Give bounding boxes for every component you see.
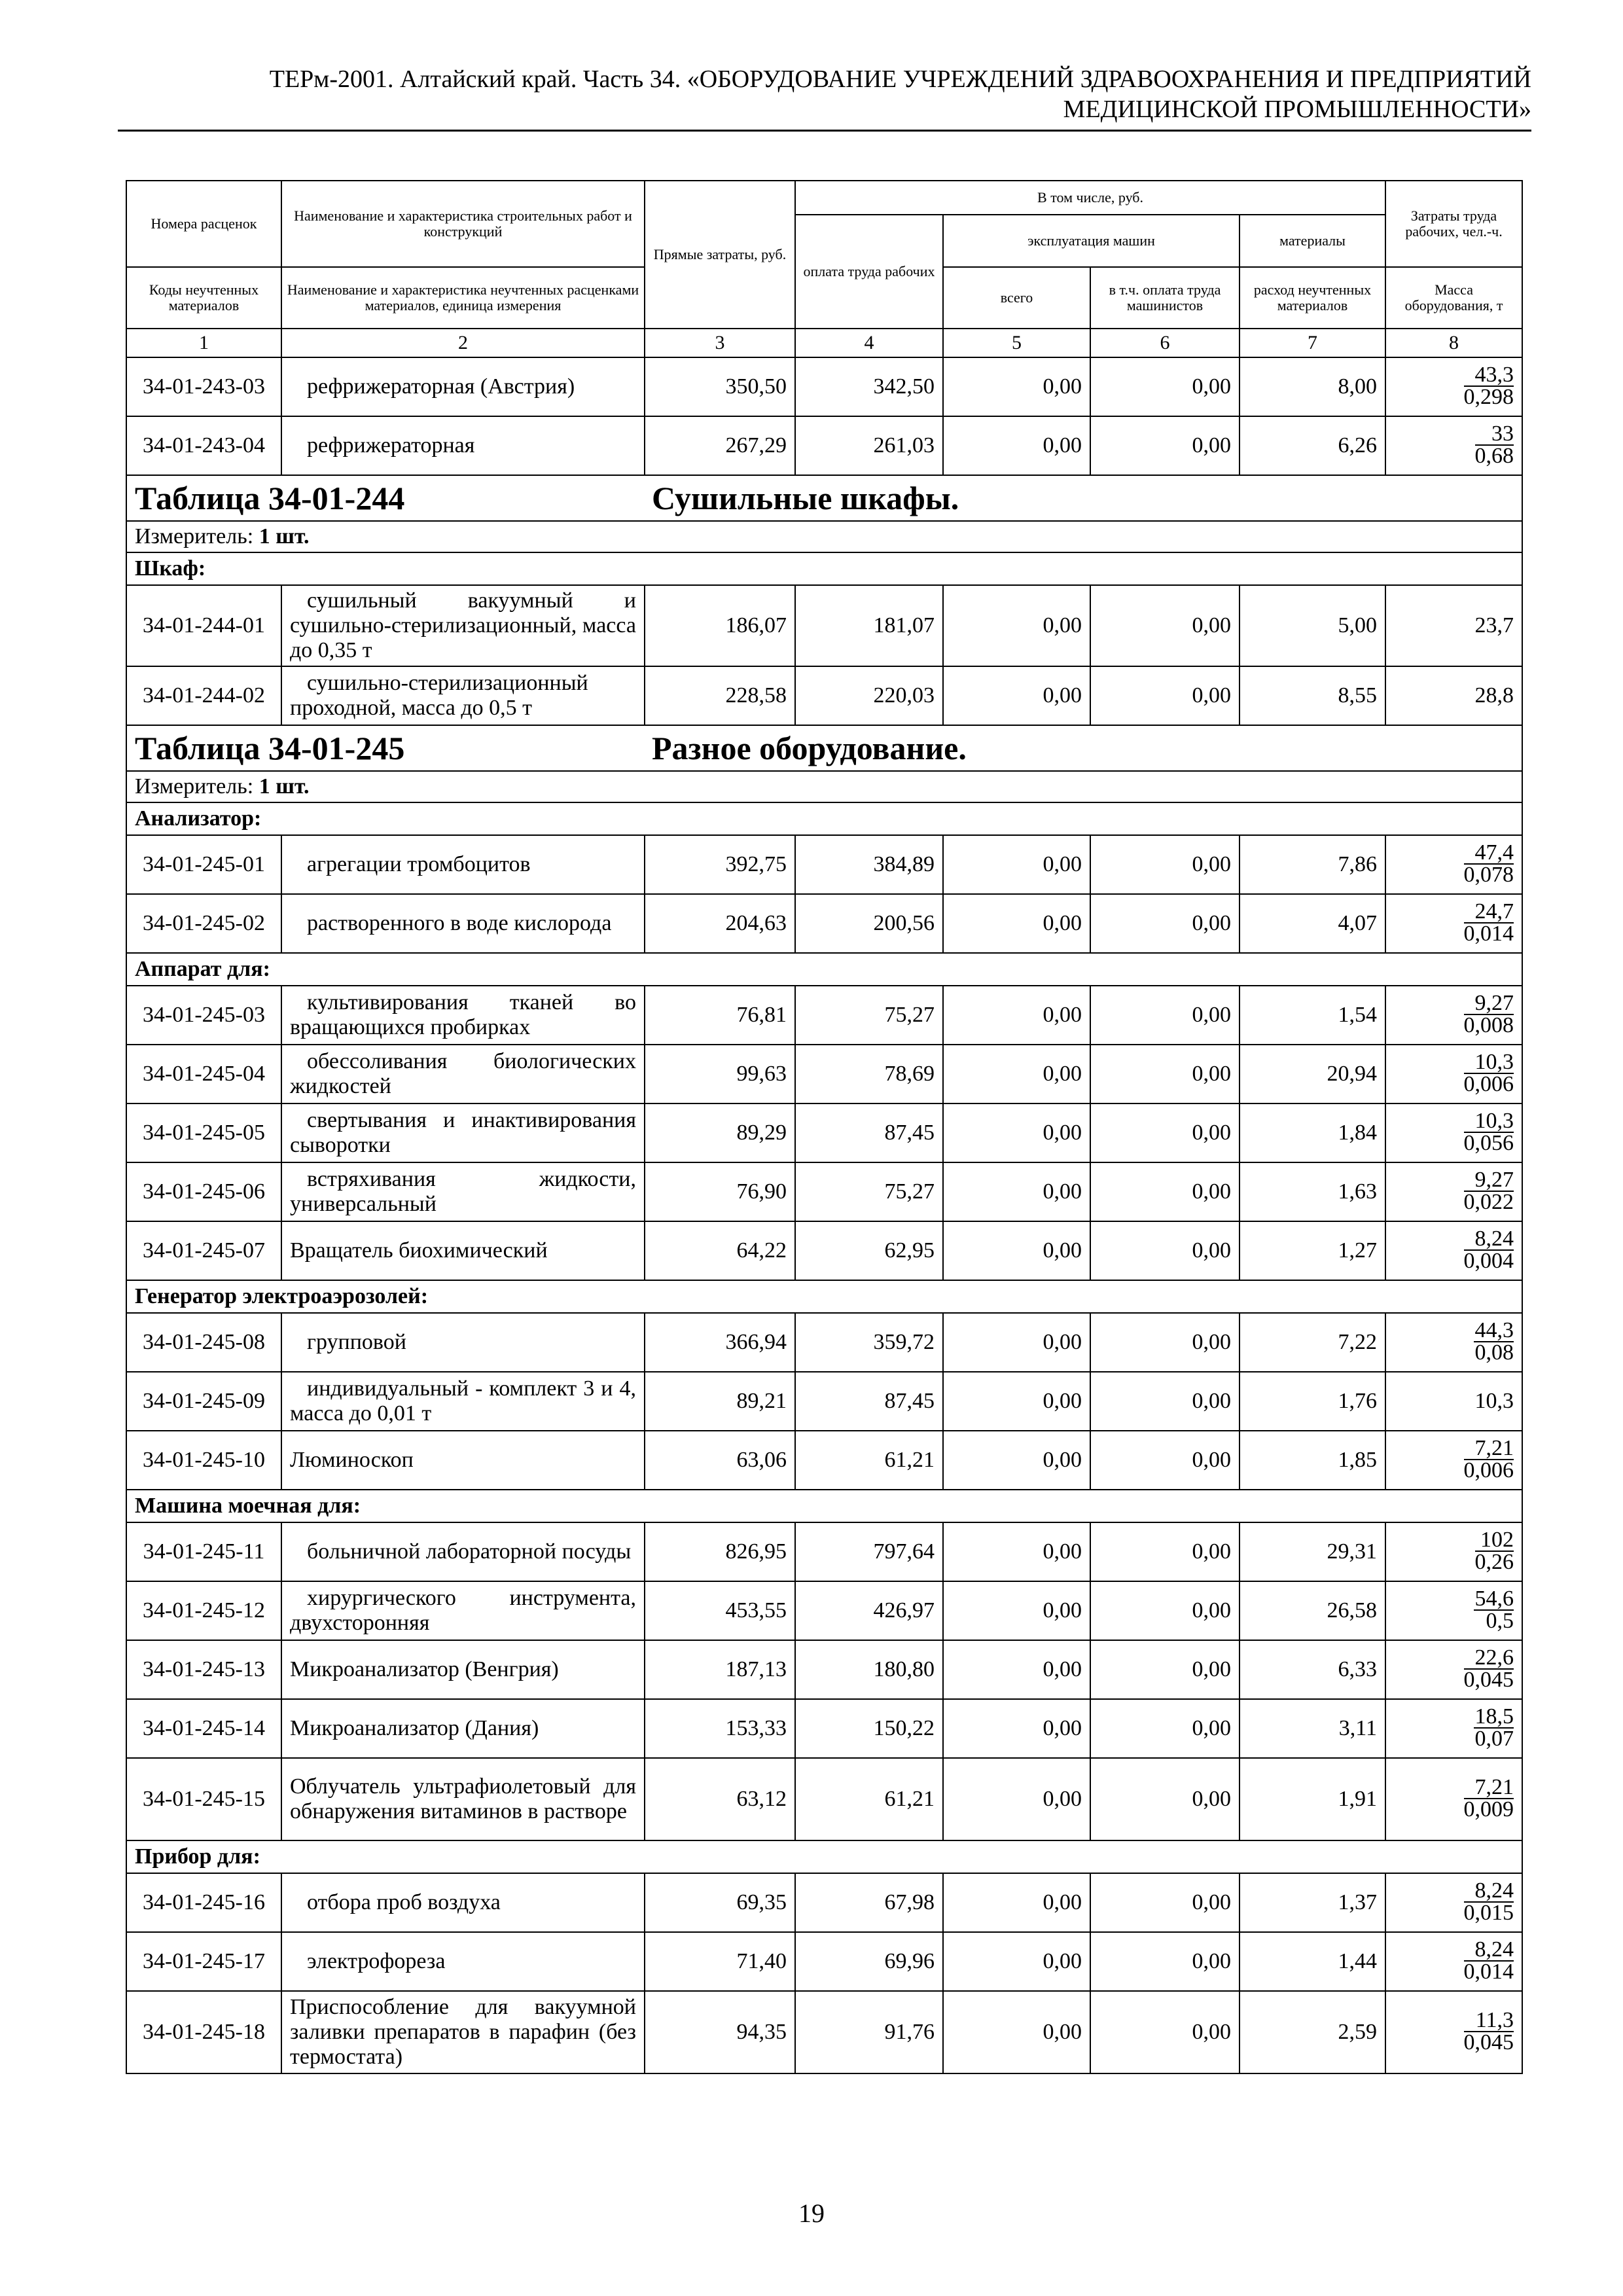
table-row — [126, 1045, 1522, 1103]
direct-cost: 453,55 — [645, 1581, 795, 1640]
machines-wages: 0,00 — [1090, 1431, 1240, 1490]
labor-mass — [1385, 1932, 1522, 1991]
wages: 384,89 — [795, 835, 943, 894]
machines-wages: 0,00 — [1090, 1045, 1240, 1103]
machines-total: 0,00 — [943, 1991, 1090, 2073]
rate-name: сушильно-стерилизационный проходной, масса до 0,5 т — [281, 666, 645, 725]
wages: 342,50 — [795, 357, 943, 416]
materials: 6,26 — [1240, 416, 1385, 475]
col-header-direct: Прямые затраты, руб. — [645, 181, 795, 329]
machines-total: 0,00 — [943, 1162, 1090, 1221]
labor-mass — [1385, 1162, 1522, 1221]
machines-wages: 0,00 — [1090, 1581, 1240, 1640]
wages: 261,03 — [795, 416, 943, 475]
machines-total: 0,00 — [943, 1758, 1090, 1840]
labor-mass — [1385, 1991, 1522, 2073]
header-line-1: ТЕРм-2001. Алтайский край. Часть 34. «ОБОРУДОВАНИЕ УЧРЕЖДЕНИЙ ЗДРАВООХРАНЕНИЯ И ПРЕДПРИЯТИЙ — [269, 65, 1531, 93]
col-header-wages: оплата труда рабочих — [795, 215, 943, 329]
labor-mass — [1385, 894, 1522, 953]
mass-value: 0,008 — [1463, 1013, 1514, 1037]
col-number: 3 — [645, 329, 795, 357]
wages: 181,07 — [795, 585, 943, 666]
mass-value: 0,26 — [1474, 1549, 1514, 1574]
rate-name: растворенного в воде кислорода — [281, 894, 645, 953]
table-row — [126, 1932, 1522, 1991]
labor-value: 11,3 — [1464, 2010, 1514, 2032]
labor-value: 9,27 — [1464, 1170, 1514, 1192]
machines-wages: 0,00 — [1090, 1221, 1240, 1280]
mass-value: 0,07 — [1474, 1726, 1514, 1751]
mass-value: 0,006 — [1463, 1071, 1514, 1096]
wages: 67,98 — [795, 1873, 943, 1932]
machines-total: 0,00 — [943, 1431, 1090, 1490]
labor-value: 18,5 — [1474, 1704, 1514, 1729]
labor-mass — [1385, 1699, 1522, 1758]
mass-value: 0,014 — [1463, 1959, 1514, 1984]
direct-cost: 366,94 — [645, 1313, 795, 1372]
rates-table — [126, 180, 1523, 2074]
rate-name: отбора проб воздуха — [281, 1873, 645, 1932]
labor-value: 102 — [1475, 1530, 1514, 1552]
col-number: 1 — [126, 329, 281, 357]
table-row — [126, 585, 1522, 666]
materials: 1,27 — [1240, 1221, 1385, 1280]
machines-total: 0,00 — [943, 585, 1090, 666]
direct-cost: 826,95 — [645, 1522, 795, 1581]
rate-code: 34-01-245-05 — [126, 1103, 281, 1162]
col-header-machines-total: всего — [943, 267, 1090, 329]
labor-value: 8,24 — [1464, 1939, 1514, 1962]
mass-value: 0,056 — [1463, 1130, 1514, 1155]
section-row — [126, 552, 1522, 585]
wages: 61,21 — [795, 1431, 943, 1490]
machines-total: 0,00 — [943, 1103, 1090, 1162]
rate-name: Вращатель биохимический — [281, 1221, 645, 1280]
wages: 220,03 — [795, 666, 943, 725]
direct-cost: 76,81 — [645, 986, 795, 1045]
rate-name: индивидуальный - комплект 3 и 4, масса до 0,01 т — [281, 1372, 645, 1431]
materials: 7,86 — [1240, 835, 1385, 894]
labor-value: 8,24 — [1464, 1229, 1514, 1251]
table-245-meter — [126, 771, 1522, 802]
table-header — [126, 181, 1522, 357]
mass-value: 0,5 — [1486, 1608, 1514, 1633]
rate-code: 34-01-245-11 — [126, 1522, 281, 1581]
table-row — [126, 1873, 1522, 1932]
materials: 5,00 — [1240, 585, 1385, 666]
direct-cost: 153,33 — [645, 1699, 795, 1758]
rate-name: электрофореза — [281, 1932, 645, 1991]
rate-name: культивирования тканей во вращающихся пробирках — [281, 986, 645, 1045]
rate-name: Люминоскоп — [281, 1431, 645, 1490]
machines-wages: 0,00 — [1090, 585, 1240, 666]
direct-cost: 350,50 — [645, 357, 795, 416]
table-row — [126, 835, 1522, 894]
labor-mass — [1385, 1581, 1522, 1640]
labor-mass — [1385, 1640, 1522, 1699]
col-number: 5 — [943, 329, 1090, 357]
mass-value: 0,045 — [1463, 1667, 1514, 1692]
mass-value: 0,045 — [1463, 2030, 1514, 2054]
labor-value: 10,3 — [1385, 1372, 1522, 1431]
machines-wages: 0,00 — [1090, 1699, 1240, 1758]
table-245-title: Разное оборудование. — [652, 730, 967, 766]
table-row — [126, 1640, 1522, 1699]
labor-value: 33 — [1475, 423, 1514, 446]
machines-wages: 0,00 — [1090, 1758, 1240, 1840]
labor-mass — [1385, 1758, 1522, 1840]
rate-name: больничной лабораторной посуды — [281, 1522, 645, 1581]
labor-value: 44,3 — [1474, 1318, 1514, 1342]
section-title: Шкаф: — [126, 552, 1522, 585]
rate-name: рефрижераторная — [281, 416, 645, 475]
col-header-name: Наименование и характеристика строительных работ и конструкций — [281, 181, 645, 267]
machines-wages: 0,00 — [1090, 357, 1240, 416]
rate-code: 34-01-245-06 — [126, 1162, 281, 1221]
rate-name: агрегации тромбоцитов — [281, 835, 645, 894]
direct-cost: 69,35 — [645, 1873, 795, 1932]
labor-value: 7,21 — [1464, 1777, 1514, 1799]
labor-mass — [1385, 416, 1522, 475]
rate-name: Облучатель ультрафиолетовый для обнаружения витаминов в растворе — [281, 1758, 645, 1840]
rate-code: 34-01-245-10 — [126, 1431, 281, 1490]
machines-total: 0,00 — [943, 1372, 1090, 1431]
table-245-number: Таблица 34-01-245 — [135, 730, 405, 766]
materials: 8,55 — [1240, 666, 1385, 725]
wages: 61,21 — [795, 1758, 943, 1840]
table-row — [126, 416, 1522, 475]
machines-total: 0,00 — [943, 416, 1090, 475]
direct-cost: 187,13 — [645, 1640, 795, 1699]
col-number: 7 — [1240, 329, 1385, 357]
labor-value: 10,3 — [1464, 1052, 1514, 1074]
direct-cost: 267,29 — [645, 416, 795, 475]
rate-code: 34-01-245-03 — [126, 986, 281, 1045]
rate-code: 34-01-244-02 — [126, 666, 281, 725]
labor-value: 47,4 — [1464, 842, 1514, 865]
machines-total: 0,00 — [943, 1045, 1090, 1103]
rate-code: 34-01-245-17 — [126, 1932, 281, 1991]
machines-wages: 0,00 — [1090, 1991, 1240, 2073]
page-number: 19 — [798, 2198, 825, 2228]
materials: 3,11 — [1240, 1699, 1385, 1758]
materials: 1,85 — [1240, 1431, 1385, 1490]
col-number: 8 — [1385, 329, 1522, 357]
labor-value: 7,21 — [1464, 1438, 1514, 1460]
labor-value: 9,27 — [1464, 993, 1514, 1015]
labor-mass — [1385, 1313, 1522, 1372]
rate-code: 34-01-245-07 — [126, 1221, 281, 1280]
meter-value: 1 шт. — [259, 774, 310, 798]
machines-total: 0,00 — [943, 835, 1090, 894]
rate-name: рефрижераторная (Австрия) — [281, 357, 645, 416]
rate-name: Микроанализатор (Венгрия) — [281, 1640, 645, 1699]
col-header-codes: Номера расценок — [126, 181, 281, 267]
table-row — [126, 1313, 1522, 1372]
labor-mass — [1385, 1431, 1522, 1490]
machines-total: 0,00 — [943, 1640, 1090, 1699]
machines-total: 0,00 — [943, 986, 1090, 1045]
machines-total: 0,00 — [943, 357, 1090, 416]
labor-mass — [1385, 357, 1522, 416]
labor-value: 8,24 — [1464, 1880, 1514, 1903]
materials: 29,31 — [1240, 1522, 1385, 1581]
table-244-title-row — [126, 475, 1522, 521]
rate-code: 34-01-245-04 — [126, 1045, 281, 1103]
section-title: Аппарат для: — [126, 953, 1522, 986]
machines-total: 0,00 — [943, 894, 1090, 953]
table-row — [126, 1991, 1522, 2073]
wages: 69,96 — [795, 1932, 943, 1991]
labor-value: 23,7 — [1385, 585, 1522, 666]
rate-code: 34-01-245-12 — [126, 1581, 281, 1640]
direct-cost: 64,22 — [645, 1221, 795, 1280]
col-header-labor: Затраты труда рабочих, чел.-ч. — [1385, 181, 1522, 267]
rate-code: 34-01-244-01 — [126, 585, 281, 666]
rate-code: 34-01-243-03 — [126, 357, 281, 416]
direct-cost: 63,12 — [645, 1758, 795, 1840]
materials: 2,59 — [1240, 1991, 1385, 2073]
labor-mass — [1385, 986, 1522, 1045]
wages: 91,76 — [795, 1991, 943, 2073]
direct-cost: 204,63 — [645, 894, 795, 953]
mass-value: 0,014 — [1463, 921, 1514, 946]
rate-code: 34-01-245-18 — [126, 1991, 281, 2073]
col-header-materials: материалы — [1240, 215, 1385, 267]
col-header-machines-wages: в т.ч. оплата труда машинистов — [1090, 267, 1240, 329]
mass-value: 0,006 — [1463, 1458, 1514, 1482]
col-header-incl: В том числе, руб. — [795, 181, 1385, 215]
rate-code: 34-01-245-16 — [126, 1873, 281, 1932]
wages: 87,45 — [795, 1103, 943, 1162]
page-header — [118, 64, 1531, 124]
header-rule — [118, 130, 1531, 132]
wages: 180,80 — [795, 1640, 943, 1699]
section-row — [126, 1840, 1522, 1873]
materials: 20,94 — [1240, 1045, 1385, 1103]
labor-value: 54,6 — [1474, 1586, 1514, 1611]
materials: 1,54 — [1240, 986, 1385, 1045]
direct-cost: 186,07 — [645, 585, 795, 666]
mass-value: 0,009 — [1463, 1797, 1514, 1821]
direct-cost: 63,06 — [645, 1431, 795, 1490]
wages: 87,45 — [795, 1372, 943, 1431]
labor-mass — [1385, 1873, 1522, 1932]
table-row — [126, 357, 1522, 416]
machines-wages: 0,00 — [1090, 894, 1240, 953]
materials: 1,37 — [1240, 1873, 1385, 1932]
labor-value: 43,3 — [1464, 365, 1514, 387]
labor-mass — [1385, 1522, 1522, 1581]
table-row — [126, 894, 1522, 953]
labor-mass — [1385, 835, 1522, 894]
direct-cost: 89,21 — [645, 1372, 795, 1431]
wages: 426,97 — [795, 1581, 943, 1640]
machines-wages: 0,00 — [1090, 416, 1240, 475]
meter-label: Измеритель: — [135, 774, 254, 798]
wages: 75,27 — [795, 1162, 943, 1221]
machines-wages: 0,00 — [1090, 666, 1240, 725]
machines-total: 0,00 — [943, 1699, 1090, 1758]
materials: 26,58 — [1240, 1581, 1385, 1640]
machines-wages: 0,00 — [1090, 1522, 1240, 1581]
machines-total: 0,00 — [943, 1221, 1090, 1280]
labor-value: 10,3 — [1464, 1111, 1514, 1133]
mass-value: 0,298 — [1463, 384, 1514, 409]
labor-mass — [1385, 1103, 1522, 1162]
section-row — [126, 953, 1522, 986]
rate-name: Приспособление для вакуумной заливки препаратов в парафин (без термостата) — [281, 1991, 645, 2073]
table-245-body — [126, 835, 1522, 2073]
col-header-mass: Масса оборудования, т — [1385, 267, 1522, 329]
header-line-2: МЕДИЦИНСКОЙ ПРОМЫШЛЕННОСТИ» — [1063, 96, 1531, 123]
mass-value: 0,004 — [1463, 1248, 1514, 1273]
col-header-material-usage: расход неучтенных материалов — [1240, 267, 1385, 329]
table-body — [126, 357, 1522, 835]
materials: 1,91 — [1240, 1758, 1385, 1840]
table-row — [126, 666, 1522, 725]
rate-code: 34-01-245-02 — [126, 894, 281, 953]
rate-code: 34-01-245-08 — [126, 1313, 281, 1372]
labor-mass — [1385, 1045, 1522, 1103]
rate-name: свертывания и инактивирования сыворотки — [281, 1103, 645, 1162]
machines-wages: 0,00 — [1090, 1932, 1240, 1991]
machines-wages: 0,00 — [1090, 1162, 1240, 1221]
meter-label: Измеритель: — [135, 524, 254, 548]
table-row — [126, 1221, 1522, 1280]
materials: 1,84 — [1240, 1103, 1385, 1162]
table-row — [126, 1103, 1522, 1162]
wages: 359,72 — [795, 1313, 943, 1372]
mass-value: 0,08 — [1474, 1340, 1514, 1365]
machines-wages: 0,00 — [1090, 1873, 1240, 1932]
table-row — [126, 1581, 1522, 1640]
section-row — [126, 802, 1522, 835]
rate-name: встряхивания жидкости, универсальный — [281, 1162, 645, 1221]
mass-value: 0,68 — [1474, 443, 1514, 468]
rate-code: 34-01-245-13 — [126, 1640, 281, 1699]
rate-name: сушильный вакуумный и сушильно-стерилизационный, масса до 0,35 т — [281, 585, 645, 666]
section-row — [126, 1490, 1522, 1522]
direct-cost: 99,63 — [645, 1045, 795, 1103]
mass-value: 0,022 — [1463, 1189, 1514, 1214]
direct-cost: 76,90 — [645, 1162, 795, 1221]
rate-code: 34-01-245-15 — [126, 1758, 281, 1840]
labor-value: 22,6 — [1464, 1647, 1514, 1670]
wages: 78,69 — [795, 1045, 943, 1103]
machines-wages: 0,00 — [1090, 1313, 1240, 1372]
wages: 75,27 — [795, 986, 943, 1045]
materials: 7,22 — [1240, 1313, 1385, 1372]
direct-cost: 89,29 — [645, 1103, 795, 1162]
machines-total: 0,00 — [943, 1873, 1090, 1932]
machines-total: 0,00 — [943, 1581, 1090, 1640]
col-number: 2 — [281, 329, 645, 357]
table-244-title: Сушильные шкафы. — [652, 480, 959, 516]
machines-wages: 0,00 — [1090, 835, 1240, 894]
mass-value: 0,015 — [1463, 1900, 1514, 1925]
wages: 797,64 — [795, 1522, 943, 1581]
materials: 4,07 — [1240, 894, 1385, 953]
machines-wages: 0,00 — [1090, 986, 1240, 1045]
col-header-material-names: Наименование и характеристика неучтенных расценками материалов, единица измерения — [281, 267, 645, 329]
rate-name: хирургического инструмента, двухсторонняя — [281, 1581, 645, 1640]
direct-cost: 392,75 — [645, 835, 795, 894]
table-row — [126, 1372, 1522, 1431]
col-header-machines: эксплуатация машин — [943, 215, 1240, 267]
direct-cost: 94,35 — [645, 1991, 795, 2073]
col-number: 4 — [795, 329, 943, 357]
labor-value: 24,7 — [1464, 901, 1514, 924]
labor-value: 28,8 — [1385, 666, 1522, 725]
col-header-material-codes: Коды неучтенных материалов — [126, 267, 281, 329]
table-244-meter — [126, 521, 1522, 552]
table-245-title-row — [126, 725, 1522, 771]
table-row — [126, 1758, 1522, 1840]
machines-wages: 0,00 — [1090, 1103, 1240, 1162]
materials: 6,33 — [1240, 1640, 1385, 1699]
materials: 1,63 — [1240, 1162, 1385, 1221]
materials: 8,00 — [1240, 357, 1385, 416]
col-number: 6 — [1090, 329, 1240, 357]
rate-code: 34-01-245-09 — [126, 1372, 281, 1431]
table-row — [126, 1431, 1522, 1490]
rate-code: 34-01-245-14 — [126, 1699, 281, 1758]
machines-total: 0,00 — [943, 1522, 1090, 1581]
machines-wages: 0,00 — [1090, 1372, 1240, 1431]
table-row — [126, 1522, 1522, 1581]
rate-name: Микроанализатор (Дания) — [281, 1699, 645, 1758]
table-row — [126, 986, 1522, 1045]
section-title: Машина моечная для: — [126, 1490, 1522, 1522]
rate-name: групповой — [281, 1313, 645, 1372]
machines-total: 0,00 — [943, 666, 1090, 725]
machines-total: 0,00 — [943, 1313, 1090, 1372]
meter-value: 1 шт. — [259, 524, 310, 548]
section-row — [126, 1280, 1522, 1313]
wages: 62,95 — [795, 1221, 943, 1280]
section-title: Прибор для: — [126, 1840, 1522, 1873]
rate-code: 34-01-245-01 — [126, 835, 281, 894]
rate-name: обессоливания биологических жидкостей — [281, 1045, 645, 1103]
labor-mass — [1385, 1221, 1522, 1280]
materials: 1,44 — [1240, 1932, 1385, 1991]
section-title: Генератор электроаэрозолей: — [126, 1280, 1522, 1313]
wages: 200,56 — [795, 894, 943, 953]
rate-code: 34-01-243-04 — [126, 416, 281, 475]
table-row — [126, 1699, 1522, 1758]
section-title: Анализатор: — [126, 802, 1522, 835]
mass-value: 0,078 — [1463, 862, 1514, 887]
table-row — [126, 1162, 1522, 1221]
machines-wages: 0,00 — [1090, 1640, 1240, 1699]
wages: 150,22 — [795, 1699, 943, 1758]
table-244-number: Таблица 34-01-244 — [135, 480, 405, 516]
machines-total: 0,00 — [943, 1932, 1090, 1991]
direct-cost: 228,58 — [645, 666, 795, 725]
materials: 1,76 — [1240, 1372, 1385, 1431]
direct-cost: 71,40 — [645, 1932, 795, 1991]
